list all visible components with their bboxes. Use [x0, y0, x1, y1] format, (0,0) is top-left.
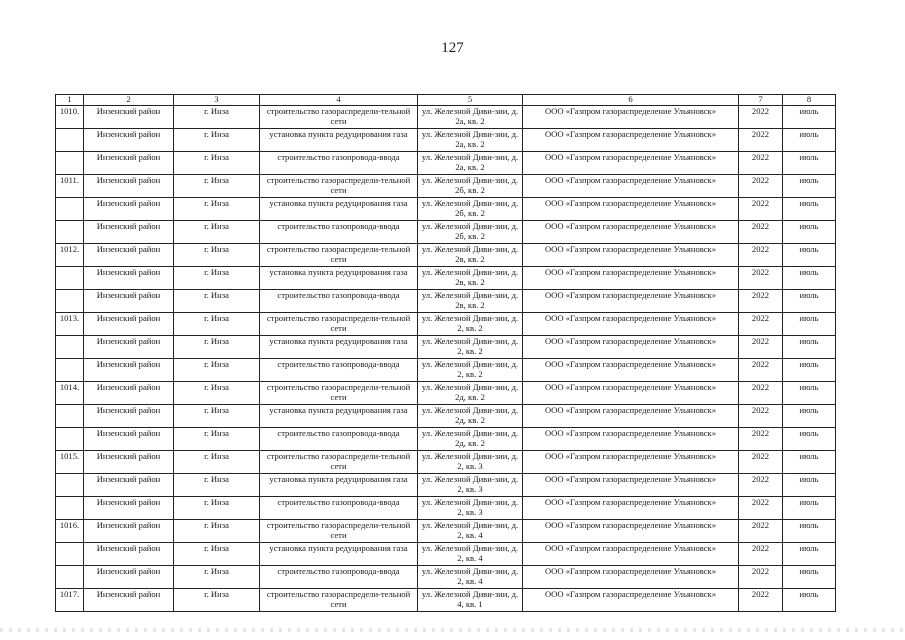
- district-cell: Инзенский район: [84, 428, 174, 451]
- month-cell: июль: [783, 520, 836, 543]
- row-number: [56, 221, 84, 244]
- column-header: 1: [56, 95, 84, 106]
- row-number: [56, 497, 84, 520]
- district-cell: Инзенский район: [84, 543, 174, 566]
- city-cell: г. Инза: [174, 152, 260, 175]
- city-cell: г. Инза: [174, 474, 260, 497]
- organization-cell: ООО «Газпром газораспределение Ульяновск»: [523, 451, 739, 474]
- table-row: [56, 359, 836, 382]
- city-cell: г. Инза: [174, 520, 260, 543]
- work-type-cell: строительство газораспредели-тельной сети: [260, 244, 418, 267]
- year-cell: 2022: [739, 175, 783, 198]
- organization-cell: ООО «Газпром газораспределение Ульяновск»: [523, 474, 739, 497]
- table-row: [56, 520, 836, 543]
- row-number: 1017.: [56, 589, 84, 612]
- work-type-cell: строительство газораспредели-тельной сети: [260, 382, 418, 405]
- address-cell: ул. Железной Диви-зии, д. 2в, кв. 2: [418, 290, 523, 313]
- table-row: [56, 290, 836, 313]
- row-number: [56, 543, 84, 566]
- organization-cell: ООО «Газпром газораспределение Ульяновск»: [523, 106, 739, 129]
- month-cell: июль: [783, 106, 836, 129]
- organization-cell: ООО «Газпром газораспределение Ульяновск»: [523, 405, 739, 428]
- month-cell: июль: [783, 152, 836, 175]
- address-cell: ул. Железной Диви-зии, д. 4, кв. 1: [418, 589, 523, 612]
- month-cell: июль: [783, 221, 836, 244]
- year-cell: 2022: [739, 589, 783, 612]
- gasification-table: [55, 94, 836, 612]
- city-cell: г. Инза: [174, 336, 260, 359]
- district-cell: Инзенский район: [84, 290, 174, 313]
- city-cell: г. Инза: [174, 543, 260, 566]
- address-cell: ул. Железной Диви-зии, д. 2, кв. 2: [418, 336, 523, 359]
- address-cell: ул. Железной Диви-зии, д. 2, кв. 4: [418, 520, 523, 543]
- organization-cell: ООО «Газпром газораспределение Ульяновск»: [523, 152, 739, 175]
- column-header: 7: [739, 95, 783, 106]
- city-cell: г. Инза: [174, 405, 260, 428]
- district-cell: Инзенский район: [84, 336, 174, 359]
- year-cell: 2022: [739, 198, 783, 221]
- column-header: 2: [84, 95, 174, 106]
- city-cell: г. Инза: [174, 267, 260, 290]
- column-header: 5: [418, 95, 523, 106]
- work-type-cell: установка пункта редуцирования газа: [260, 405, 418, 428]
- row-number: [56, 267, 84, 290]
- address-cell: ул. Железной Диви-зии, д. 2в, кв. 2: [418, 244, 523, 267]
- row-number: [56, 290, 84, 313]
- table-body: [56, 106, 836, 612]
- organization-cell: ООО «Газпром газораспределение Ульяновск»: [523, 221, 739, 244]
- address-cell: ул. Железной Диви-зии, д. 2д, кв. 2: [418, 428, 523, 451]
- row-number: [56, 474, 84, 497]
- year-cell: 2022: [739, 221, 783, 244]
- district-cell: Инзенский район: [84, 129, 174, 152]
- year-cell: 2022: [739, 405, 783, 428]
- column-header: 4: [260, 95, 418, 106]
- organization-cell: ООО «Газпром газораспределение Ульяновск»: [523, 428, 739, 451]
- table-row: [56, 152, 836, 175]
- table-row: [56, 221, 836, 244]
- table-row: [56, 543, 836, 566]
- city-cell: г. Инза: [174, 428, 260, 451]
- year-cell: 2022: [739, 382, 783, 405]
- city-cell: г. Инза: [174, 175, 260, 198]
- month-cell: июль: [783, 313, 836, 336]
- organization-cell: ООО «Газпром газораспределение Ульяновск»: [523, 198, 739, 221]
- table-row: [56, 566, 836, 589]
- address-cell: ул. Железной Диви-зии, д. 2, кв. 3: [418, 497, 523, 520]
- address-cell: ул. Железной Диви-зии, д. 2, кв. 4: [418, 566, 523, 589]
- city-cell: г. Инза: [174, 244, 260, 267]
- work-type-cell: установка пункта редуцирования газа: [260, 474, 418, 497]
- city-cell: г. Инза: [174, 382, 260, 405]
- organization-cell: ООО «Газпром газораспределение Ульяновск»: [523, 359, 739, 382]
- month-cell: июль: [783, 198, 836, 221]
- address-cell: ул. Железной Диви-зии, д. 2, кв. 4: [418, 543, 523, 566]
- header-row: [56, 95, 836, 106]
- city-cell: г. Инза: [174, 221, 260, 244]
- work-type-cell: строительство газопровода-ввода: [260, 497, 418, 520]
- row-number: 1010.: [56, 106, 84, 129]
- district-cell: Инзенский район: [84, 359, 174, 382]
- row-number: [56, 405, 84, 428]
- organization-cell: ООО «Газпром газораспределение Ульяновск»: [523, 129, 739, 152]
- organization-cell: ООО «Газпром газораспределение Ульяновск»: [523, 175, 739, 198]
- year-cell: 2022: [739, 543, 783, 566]
- row-number: [56, 428, 84, 451]
- year-cell: 2022: [739, 359, 783, 382]
- organization-cell: ООО «Газпром газораспределение Ульяновск»: [523, 382, 739, 405]
- work-type-cell: строительство газопровода-ввода: [260, 152, 418, 175]
- address-cell: ул. Железной Диви-зии, д. 2в, кв. 2: [418, 267, 523, 290]
- city-cell: г. Инза: [174, 451, 260, 474]
- table-row: [56, 428, 836, 451]
- row-number: 1012.: [56, 244, 84, 267]
- month-cell: июль: [783, 428, 836, 451]
- year-cell: 2022: [739, 566, 783, 589]
- table-row: [56, 129, 836, 152]
- address-cell: ул. Железной Диви-зии, д. 2б, кв. 2: [418, 175, 523, 198]
- work-type-cell: строительство газораспредели-тельной сети: [260, 106, 418, 129]
- row-number: [56, 198, 84, 221]
- address-cell: ул. Железной Диви-зии, д. 2, кв. 2: [418, 359, 523, 382]
- table-row: [56, 451, 836, 474]
- work-type-cell: строительство газопровода-ввода: [260, 290, 418, 313]
- city-cell: г. Инза: [174, 129, 260, 152]
- organization-cell: ООО «Газпром газораспределение Ульяновск»: [523, 336, 739, 359]
- address-cell: ул. Железной Диви-зии, д. 2б, кв. 2: [418, 198, 523, 221]
- row-number: 1016.: [56, 520, 84, 543]
- row-number: 1013.: [56, 313, 84, 336]
- month-cell: июль: [783, 543, 836, 566]
- organization-cell: ООО «Газпром газораспределение Ульяновск»: [523, 267, 739, 290]
- month-cell: июль: [783, 451, 836, 474]
- city-cell: г. Инза: [174, 497, 260, 520]
- month-cell: июль: [783, 474, 836, 497]
- month-cell: июль: [783, 267, 836, 290]
- address-cell: ул. Железной Диви-зии, д. 2, кв. 3: [418, 474, 523, 497]
- work-type-cell: установка пункта редуцирования газа: [260, 267, 418, 290]
- organization-cell: ООО «Газпром газораспределение Ульяновск»: [523, 520, 739, 543]
- city-cell: г. Инза: [174, 566, 260, 589]
- work-type-cell: установка пункта редуцирования газа: [260, 198, 418, 221]
- address-cell: ул. Железной Диви-зии, д. 2а, кв. 2: [418, 152, 523, 175]
- work-type-cell: строительство газораспредели-тельной сети: [260, 451, 418, 474]
- district-cell: Инзенский район: [84, 566, 174, 589]
- table-row: [56, 244, 836, 267]
- year-cell: 2022: [739, 336, 783, 359]
- district-cell: Инзенский район: [84, 313, 174, 336]
- district-cell: Инзенский район: [84, 267, 174, 290]
- column-header: 8: [783, 95, 836, 106]
- district-cell: Инзенский район: [84, 244, 174, 267]
- row-number: [56, 152, 84, 175]
- month-cell: июль: [783, 589, 836, 612]
- table-row: [56, 589, 836, 612]
- district-cell: Инзенский район: [84, 520, 174, 543]
- work-type-cell: строительство газораспредели-тельной сети: [260, 175, 418, 198]
- table-row: [56, 405, 836, 428]
- row-number: [56, 359, 84, 382]
- organization-cell: ООО «Газпром газораспределение Ульяновск»: [523, 589, 739, 612]
- year-cell: 2022: [739, 520, 783, 543]
- month-cell: июль: [783, 382, 836, 405]
- month-cell: июль: [783, 129, 836, 152]
- month-cell: июль: [783, 405, 836, 428]
- year-cell: 2022: [739, 313, 783, 336]
- address-cell: ул. Железной Диви-зии, д. 2д, кв. 2: [418, 405, 523, 428]
- organization-cell: ООО «Газпром газораспределение Ульяновск»: [523, 244, 739, 267]
- city-cell: г. Инза: [174, 313, 260, 336]
- district-cell: Инзенский район: [84, 106, 174, 129]
- address-cell: ул. Железной Диви-зии, д. 2д, кв. 2: [418, 382, 523, 405]
- year-cell: 2022: [739, 244, 783, 267]
- district-cell: Инзенский район: [84, 221, 174, 244]
- table-row: [56, 106, 836, 129]
- month-cell: июль: [783, 244, 836, 267]
- table-row: [56, 497, 836, 520]
- year-cell: 2022: [739, 152, 783, 175]
- row-number: 1014.: [56, 382, 84, 405]
- district-cell: Инзенский район: [84, 175, 174, 198]
- work-type-cell: строительство газораспредели-тельной сети: [260, 589, 418, 612]
- work-type-cell: строительство газораспредели-тельной сети: [260, 520, 418, 543]
- year-cell: 2022: [739, 428, 783, 451]
- table-row: [56, 382, 836, 405]
- table-row: [56, 175, 836, 198]
- row-number: [56, 336, 84, 359]
- organization-cell: ООО «Газпром газораспределение Ульяновск»: [523, 497, 739, 520]
- district-cell: Инзенский район: [84, 474, 174, 497]
- district-cell: Инзенский район: [84, 497, 174, 520]
- district-cell: Инзенский район: [84, 198, 174, 221]
- scan-edge-artifact: [0, 628, 905, 632]
- row-number: 1015.: [56, 451, 84, 474]
- month-cell: июль: [783, 497, 836, 520]
- table-row: [56, 267, 836, 290]
- work-type-cell: строительство газопровода-ввода: [260, 221, 418, 244]
- year-cell: 2022: [739, 106, 783, 129]
- table-row: [56, 198, 836, 221]
- organization-cell: ООО «Газпром газораспределение Ульяновск»: [523, 290, 739, 313]
- city-cell: г. Инза: [174, 359, 260, 382]
- year-cell: 2022: [739, 451, 783, 474]
- year-cell: 2022: [739, 290, 783, 313]
- year-cell: 2022: [739, 474, 783, 497]
- city-cell: г. Инза: [174, 198, 260, 221]
- table-row: [56, 474, 836, 497]
- row-number: 1011.: [56, 175, 84, 198]
- organization-cell: ООО «Газпром газораспределение Ульяновск»: [523, 543, 739, 566]
- year-cell: 2022: [739, 129, 783, 152]
- month-cell: июль: [783, 290, 836, 313]
- address-cell: ул. Железной Диви-зии, д. 2, кв. 2: [418, 313, 523, 336]
- organization-cell: ООО «Газпром газораспределение Ульяновск»: [523, 566, 739, 589]
- city-cell: г. Инза: [174, 589, 260, 612]
- table-row: [56, 336, 836, 359]
- city-cell: г. Инза: [174, 106, 260, 129]
- work-type-cell: установка пункта редуцирования газа: [260, 336, 418, 359]
- address-cell: ул. Железной Диви-зии, д. 2, кв. 3: [418, 451, 523, 474]
- district-cell: Инзенский район: [84, 382, 174, 405]
- month-cell: июль: [783, 566, 836, 589]
- district-cell: Инзенский район: [84, 451, 174, 474]
- month-cell: июль: [783, 336, 836, 359]
- table-row: [56, 313, 836, 336]
- month-cell: июль: [783, 359, 836, 382]
- column-header: 3: [174, 95, 260, 106]
- address-cell: ул. Железной Диви-зии, д. 2а, кв. 2: [418, 129, 523, 152]
- row-number: [56, 129, 84, 152]
- district-cell: Инзенский район: [84, 589, 174, 612]
- month-cell: июль: [783, 175, 836, 198]
- row-number: [56, 566, 84, 589]
- page-number: 127: [441, 40, 464, 56]
- work-type-cell: строительство газопровода-ввода: [260, 359, 418, 382]
- address-cell: ул. Железной Диви-зии, д. 2б, кв. 2: [418, 221, 523, 244]
- address-cell: ул. Железной Диви-зии, д. 2а, кв. 2: [418, 106, 523, 129]
- work-type-cell: установка пункта редуцирования газа: [260, 543, 418, 566]
- work-type-cell: установка пункта редуцирования газа: [260, 129, 418, 152]
- district-cell: Инзенский район: [84, 152, 174, 175]
- year-cell: 2022: [739, 497, 783, 520]
- column-header: 6: [523, 95, 739, 106]
- work-type-cell: строительство газораспредели-тельной сети: [260, 313, 418, 336]
- organization-cell: ООО «Газпром газораспределение Ульяновск»: [523, 313, 739, 336]
- work-type-cell: строительство газопровода-ввода: [260, 566, 418, 589]
- city-cell: г. Инза: [174, 290, 260, 313]
- work-type-cell: строительство газопровода-ввода: [260, 428, 418, 451]
- year-cell: 2022: [739, 267, 783, 290]
- district-cell: Инзенский район: [84, 405, 174, 428]
